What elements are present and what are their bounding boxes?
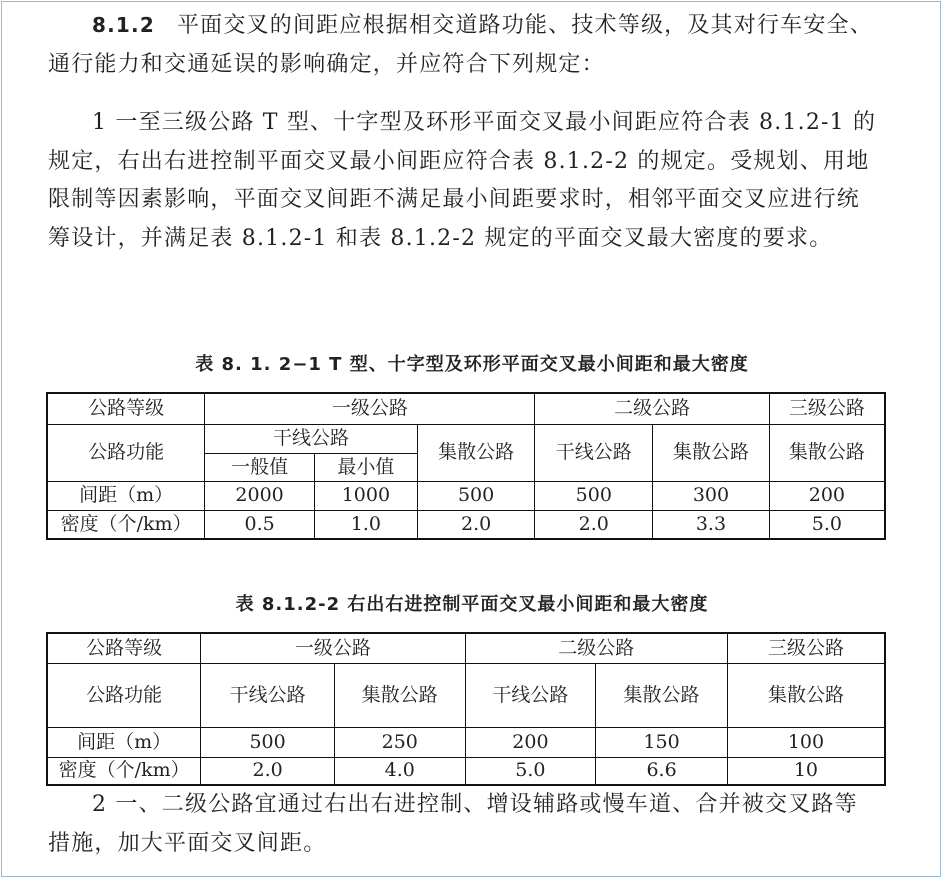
table1-grade-header: 公路等级 — [47, 393, 205, 424]
table1-cell: 2000 — [205, 481, 315, 510]
table1-collector-1: 集散公路 — [417, 424, 535, 481]
table1-trunk-2: 干线公路 — [535, 424, 653, 481]
table2-spacing-label: 间距（m） — [47, 727, 201, 757]
table2-cell: 4.0 — [334, 757, 465, 785]
table2-function-cell: 干线公路 — [465, 663, 596, 727]
table1-function-row — [47, 424, 885, 453]
table2-cell: 150 — [596, 727, 728, 757]
table2-cell: 250 — [334, 727, 465, 757]
table1-grade-2: 二级公路 — [535, 393, 769, 424]
table1-grade-3: 三级公路 — [769, 393, 885, 424]
table2 — [46, 632, 886, 786]
table1-cell: 2.0 — [417, 510, 535, 539]
table1-trunk-min: 最小值 — [314, 453, 417, 481]
table2-grade-row — [47, 633, 885, 663]
table1-cell: 300 — [653, 481, 770, 510]
table1-collector-2: 集散公路 — [653, 424, 770, 481]
table1-grade-1: 一级公路 — [205, 393, 535, 424]
table2-cell: 100 — [727, 727, 885, 757]
table2-function-header: 公路功能 — [47, 663, 201, 727]
table1-cell: 0.5 — [205, 510, 315, 539]
table1-collector-3: 集散公路 — [769, 424, 885, 481]
table1-trunk: 干线公路 — [205, 424, 418, 453]
table1 — [46, 392, 886, 540]
table2-cell: 5.0 — [465, 757, 596, 785]
table1-grade-row — [47, 393, 885, 424]
table1-cell: 5.0 — [769, 510, 885, 539]
table2-function-cell: 干线公路 — [201, 663, 335, 727]
table2-function-cell: 集散公路 — [727, 663, 885, 727]
section-number: 8.1.2 — [92, 13, 155, 37]
table2-grade-2: 二级公路 — [465, 633, 727, 663]
table1-function-header: 公路功能 — [47, 424, 205, 481]
table1-trunk-general: 一般值 — [205, 453, 315, 481]
table2-cell: 200 — [465, 727, 596, 757]
table2-cell: 500 — [201, 727, 335, 757]
table2-cell: 10 — [727, 757, 885, 785]
item-2-paragraph: 2 一、二级公路宜通过右出右进控制、增设辅路或慢车道、合并被交叉路等措施，加大平面交叉间距。 — [48, 792, 858, 856]
table1-row-spacing — [47, 481, 885, 510]
table2-function-cell: 集散公路 — [334, 663, 465, 727]
table2-grade-3: 三级公路 — [727, 633, 885, 663]
table1-caption: 表 8. 1. 2−1 T 型、十字型及环形平面交叉最小间距和最大密度 — [195, 354, 749, 375]
table2-row-density — [47, 757, 885, 785]
table2-cell: 6.6 — [596, 757, 728, 785]
table1-cell: 1000 — [314, 481, 417, 510]
table1-cell: 200 — [769, 481, 885, 510]
table1-spacing-label: 间距（m） — [47, 481, 205, 510]
table2-grade-header: 公路等级 — [47, 633, 201, 663]
table2-caption: 表 8.1.2-2 右出右进控制平面交叉最小间距和最大密度 — [235, 594, 709, 615]
table1-cell: 3.3 — [653, 510, 770, 539]
table1-cell: 500 — [417, 481, 535, 510]
section-paragraph — [48, 6, 878, 84]
table2-function-row — [47, 663, 885, 727]
table2-cell: 2.0 — [201, 757, 335, 785]
table2-grade-1: 一级公路 — [201, 633, 465, 663]
table2-function-cell: 集散公路 — [596, 663, 728, 727]
table1-density-label: 密度（个/km） — [47, 510, 205, 539]
table1-cell: 1.0 — [314, 510, 417, 539]
section-text: 平面交叉的间距应根据相交道路功能、技术等级，及其对行车安全、通行能力和交通延误的影响确定，并应符合下列规定： — [48, 13, 873, 77]
item-1-paragraph: 1 一至三级公路 T 型、十字型及环形平面交叉最小间距应符合表 8.1.2-1 的规定，右出右进控制平面交叉最小间距应符合表 8.1.2-2 的规定。受规划、用地限制等因素影响，平面交叉间距不满足最小间距要求时，相邻平面交叉应进行统筹设计，并满足表 8.1.2-1 和表 8.1.2-2 规定的平面交叉最大密度的要求。 — [48, 110, 877, 251]
table2-row-spacing — [47, 727, 885, 757]
table2-density-label: 密度（个/km） — [47, 757, 201, 785]
table1-cell: 2.0 — [535, 510, 653, 539]
table1-cell: 500 — [535, 481, 653, 510]
table1-row-density — [47, 510, 885, 539]
